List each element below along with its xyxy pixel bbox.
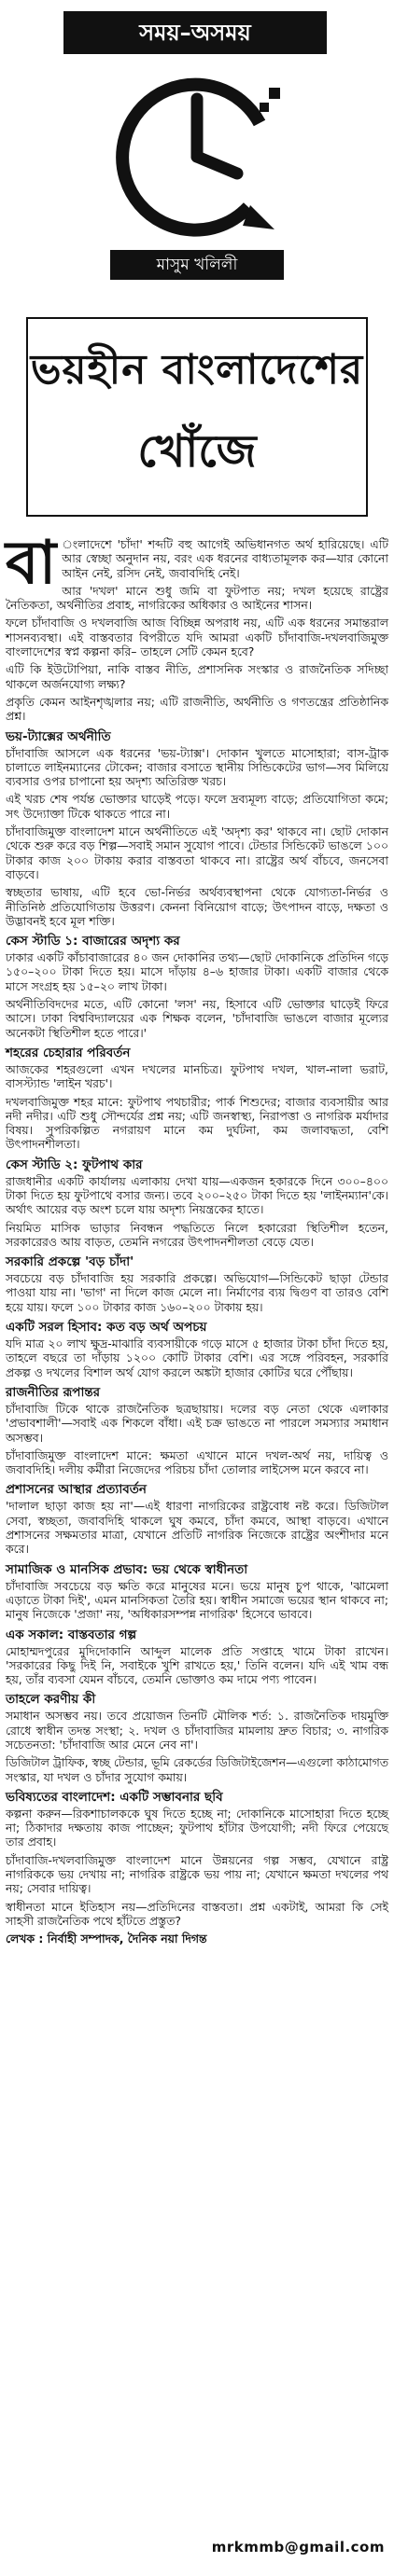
section-heading: এক সকাল: বাস্তবতার গল্প [6,1627,137,1642]
section-paragraph: 'দালাল ছাড়া কাজ হয় না'—এই ধারণা নাগরিকের রাষ্ট্রবোধ নষ্ট করে। ডিজিটাল সেবা, স্বচ্ছতা, জবাবদিহি থাকলে ঘুষ কমবে, চাঁদা কমবে, আস্থা বাড়বে। এখানে প্রশাসনের সক্ষমতার মাত্রা, যেখানে প্রতিটি নাগরিক নিজেকে রাষ্ট্রের অংশীদার মনে করে। [6,1499,388,1557]
footer-email[interactable]: mrkmmb@gmail.com [211,2539,385,2555]
section-paragraph: চাঁদাবাজি সবচেয়ে বড় ক্ষতি করে মানুষের মনে। ভয়ে মানুষ চুপ থাকে, 'ঝামেলা এড়াতে টাকা দিই', এমন মানসিকতা তৈরি হয়। স্বাধীন সমাজে ভয়ের স্থান থাকবে না; মানুষ নিজেকে 'প্রজা' নয়, 'অধিকারসম্পন্ন নাগরিক' হিসেবে ভাববে। [6,1578,388,1622]
intro-paragraph: বা ংলাদেশে 'চাঁদা' শব্দটি বহু আগেই অভিধানগত অর্থ হারিয়েছে। এটি আর স্বেচ্ছা অনুদান নয়, বরং এক ধরনের বাধ্যতামূলক কর—যার কোনো আইন নেই, রসিদ নেই, জবাবদিহি নেই। [6,529,388,598]
author-name: মাসুম খলিলী [156,256,238,274]
section-paragraph: ঢাকার একটি কাঁচাবাজারের ৪০ জন দোকানির তথ্য—ছোট দোকানিকে প্রতিদিন গড়ে ১৫০–২০০ টাকা দিতে হয়। মাসে দাঁড়ায় ৪–৬ হাজার টাকা। একটি বাজার থেকে মাসে সংগ্রহ হয় ১৫–২০ লাখ টাকা। [6,950,388,993]
column-title: সময়–অসময় [139,20,251,46]
headline-box [26,317,368,517]
intro-paragraph: প্রকৃতি কেমন আইনশৃঙ্খলার নয়; এটি রাজনীতি, অর্থনীতি ও গণতন্ত্রের প্রতিষ্ঠানিক প্রশ্ন। [6,694,388,724]
drop-cap: বা [6,529,57,598]
section-paragraph: আজকের শহরগুলো এখন দখলের মানচিত্র। ফুটপাথ দখল, খাল-নালা ভরাট, বাসস্ট্যান্ড 'লাইন খরচ'। [6,1061,388,1091]
intro-paragraph: এটি কি ইউটোপিয়া, নাকি বাস্তব নীতি, প্রশাসনিক সংস্কার ও রাজনৈতিক সদিচ্ছা থাকলে অর্জনযোগ্য লক্ষ্য? [6,662,388,691]
column-title-banner [63,11,327,54]
section-heading: প্রশাসনের আস্থার প্রত্যাবর্তন [6,1482,147,1498]
section-paragraph: রাজধানীর একটি কার্যালয় এলাকায় দেখা যায়—একজন হকারকে দিনে ৩০০–৪০০ টাকা দিতে হয় ফুটপাথে বসার জন্য। তবে ২০০–২৫০ টাকা দিতে হয় 'লাইনম্যান'কে। অর্থাৎ আয়ের বড় অংশ চলে যায় অদৃশ্য নিয়ন্ত্রকের হাতে। [6,1173,388,1217]
intro-paragraph: আর 'দখল' মানে শুধু জমি বা ফুটপাত নয়; দখল হয়েছে রাষ্ট্রের নৈতিকতা, অর্থনীতির প্রবাহ, নাগরিকের অধিকার ও আইনের শাসন। [6,583,388,613]
section-heading: শহরের চেহারার পরিবর্তন [6,1045,131,1060]
section-heading: ভয়-ট্যাক্সের অর্থনীতি [6,728,111,744]
section-heading: সামাজিক ও মানসিক প্রভাব: ভয় থেকে স্বাধীনতা [6,1561,248,1577]
headline-line-2: খোঁজে [137,425,257,478]
article-body [6,529,388,1950]
section-heading: রাজনীতির রূপান্তর [6,1384,101,1400]
clock-icon [110,65,284,239]
section-paragraph: স্বাধীনতা মানে ইতিহাস নয়—প্রতিদিনের বাস্তবতা। প্রশ্ন একটাই, আমরা কি সেই সাহসী রাজনৈতিক পথে হাঁটতে প্রস্তুত? [6,1899,388,1928]
section-paragraph: সবচেয়ে বড় চাঁদাবাজি হয় সরকারি প্রকল্পে। অভিযোগ—সিন্ডিকেট ছাড়া টেন্ডার পাওয়া যায় না। 'ভাগ' না দিলে কাজ মেলে না। নির্মাণের ব্যয় দ্বিগুণ বা তারও বেশি হয়ে যায়। ফলে ১০০ টাকার কাজ ১৬০–২০০ টাকায় হয়। [6,1271,388,1314]
section-paragraph: চাঁদাবাজি-দখলবাজিমুক্ত বাংলাদেশ মানে উন্নয়নের গল্প সম্ভব, যেখানে রাষ্ট্র নাগরিককে ভয় দেখায় না; নাগরিক রাষ্ট্রকে ভয় পায় না; যেখানে ক্ষমতা দখলের পথ নয়; সেবার দায়িত্ব। [6,1852,388,1896]
section-heading: তাহলে করণীয় কী [6,1692,96,1708]
section-paragraph: যদি মাত্র ২০ লাখ ক্ষুদ্র-মাঝারি ব্যবসায়ীকে গড়ে মাসে ৫ হাজার টাকা চাঁদা দিতে হয়, তাহলে বছরে তা দাঁড়ায় ১২০০ কোটি টাকার বেশি। এর সঙ্গে পরিবহন, সরকারি প্রকল্প ও দখলের বিশাল অর্থ যোগ করলে অঙ্কটা হাজার কোটির ঘরে পৌঁছায়। [6,1336,388,1379]
headline-line-1: ভয়হীন বাংলাদেশের [30,346,364,394]
author-banner [110,250,284,280]
section-paragraph: অর্থনীতিবিদদের মতে, এটি কোনো 'লস' নয়, হিসাবে এটি ভোক্তার ঘাড়েই ফিরে আসে। ঢাকা বিশ্ববিদ্যালয়ের এক শিক্ষক বলেন, 'চাঁদাবাজি ভাঙলে বাজার মূল্যের অনেকটা স্থিতিশীল হতে পারে।' [6,997,388,1040]
section-paragraph: স্বচ্ছতার ভাষায়, এটি হবে ভো-নির্ভর অর্থব্যবস্থাপনা থেকে যোগ্যতা-নির্ভর ও নীতিনিষ্ঠ প্রতিযোগিতায় উত্তরণ। কেননা বিনিয়োগ বাড়ে; উৎপাদন বাড়ে, দক্ষতা ও উদ্ভাবনই হবে মূল শক্তি। [6,885,388,928]
section-paragraph: কল্পনা করুন—রিকশাচালককে ঘুষ দিতে হচ্ছে না; দোকানিকে মাসোহারা দিতে হচ্ছে না; ঠিকাদার দক্ষতায় কাজ পাচ্ছেন; ফুটপাথ হাঁটার উপযোগী; নদী ফিরে পেয়েছে তার প্রবাহ। [6,1806,388,1849]
section-paragraph: দখলবাজিমুক্ত শহর মানে: ফুটপাথ পথচারীর; পার্ক শিশুদের; বাজার ব্যবসায়ীর আর নদী নদীর। এটি শুধু সৌন্দর্যের প্রশ্ন নয়; এটি জনস্বাস্থ্য, নিরাপত্তা ও নাগরিক মর্যাদার বিষয়। সুপরিকল্পিত নগরায়ণ মানে কম দুর্ঘটনা, কম জলাবদ্ধতা, বেশি উৎপাদনশীলতা। [6,1094,388,1152]
section-heading: কেস স্টাডি ১: বাজারের অদৃশ্য কর [6,934,180,949]
section-paragraph: সমাধান অসম্ভব নয়। তবে প্রয়োজন তিনটি মৌলিক শর্ত: ১. রাজনৈতিক দায়মুক্তি রোধে স্বাধীন তদন্ত সংস্থা; ২. দখল ও চাঁদাবাজির মামলায় দ্রুত বিচার; ৩. নাগরিক সচেতনতা: 'চাঁদাবাজি আর মেনে নেব না'। [6,1709,388,1752]
section-paragraph: চাঁদাবাজিমুক্ত বাংলাদেশ মানে: ক্ষমতা এখানে মানে দখল-অর্থ নয়, দায়িত্ব ও জবাবদিহি। দলীয় কর্মীরা নিজেদের পরিচয় চাঁদা তোলার লাইসেন্স মনে করবে না। [6,1447,388,1477]
section-heading: ভবিষ্যতের বাংলাদেশ: একটি সম্ভাবনার ছবি [6,1789,223,1805]
section-paragraph: এই খরচ শেষ পর্যন্ত ভোক্তার ঘাড়েই পড়ে। ফলে দ্রব্যমূল্য বাড়ে; প্রতিযোগিতা কমে; সৎ উদ্যোক্তা টিকে থাকতে পারে না। [6,792,388,821]
author-byline: লেখক : নির্বাহী সম্পাদক, দৈনিক নয়া দিগন্ত [6,1932,207,1946]
section-heading: সরকারি প্রকল্পে 'বড় চাঁদা' [6,1254,134,1270]
section-paragraph: চাঁদাবাজি আসলে এক ধরনের 'ভয়-ট্যাক্স'। দোকান খুলতে মাসোহারা; বাস-ট্রাক চালাতে লাইনম্যানের টোকেন; বাজার বসাতে স্থানীয় সিন্ডিকেটের ভাগ—সব মিলিয়ে ব্যবসার ওপর চাপানো হয় অদৃশ্য অতিরিক্ত খরচ। [6,745,388,789]
intro-paragraph: ফলে চাঁদাবাজি ও দখলবাজি আজ বিচ্ছিন্ন অপরাধ নয়, এটি এক ধরনের সমান্তরাল শাসনব্যবস্থা। এই বাস্তবতার বিপরীতে যদি আমরা একটি চাঁদাবাজি-দখলবাজিমুক্ত বাংলাদেশের স্বপ্ন কল্পনা করি– তাহলে সেটি কেমন হবে? [6,616,388,659]
section-paragraph: চাঁদাবাজি টিকে থাকে রাজনৈতিক ছত্রছায়ায়। দলের বড় নেতা থেকে এলাকার 'প্রভাবশালী'—সবাই এক শিকলে বাঁধা। এই চক্র ভাঙতে না পারলে সমস্যার সমাধান অসম্ভব। [6,1401,388,1445]
section-heading: একটি সরল হিসাব: কত বড় অর্থ অপচয় [6,1320,207,1336]
section-paragraph: মোহাম্মদপুরের মুদিদোকানি আব্দুল মালেক প্রতি সপ্তাহে খামে টাকা রাখেন। 'সরকারের কিছু দিই নি, সবাইকে খুশি রাখতে হয়,' তিনি বলেন। যদি এই খাম বন্ধ হয়, তাঁর ব্যবসা যেমন বাঁচবে, তেমনি ভোক্তাও কম দামে পণ্য পাবেন। [6,1643,388,1687]
section-paragraph: নিয়মিত মাসিক ভাড়ার নিবন্ধন পদ্ধতিতে নিলে হকারেরা স্থিতিশীল হতেন, সরকারেরও আয় বাড়ত, তেমনি নগরের উৎপাদনশীলতা বেড়ে যেত। [6,1220,388,1249]
section-paragraph: ডিজিটাল ট্রাফিক, স্বচ্ছ টেন্ডার, ভূমি রেকর্ডের ডিজিটাইজেশন—এগুলো কাঠামোগত সংস্কার, যা দখল ও চাঁদার সুযোগ কমায়। [6,1755,388,1784]
section-heading: কেস স্টাডি ২: ফুটপাথ কার [6,1156,143,1172]
section-paragraph: চাঁদাবাজিমুক্ত বাংলাদেশ মানে অর্থনীতিতে এই 'অদৃশ্য কর' থাকবে না। ছোট দোকান থেকে শুরু করে বড় শিল্প—সবাই সমান সুযোগ পাবে। টেন্ডার সিন্ডিকেট ভাঙলে ১০০ টাকার কাজ ২০০ টাকায় করার বাস্তবতা থাকবে না। রাষ্ট্রের অর্থ বাঁচবে, জনসেবা বাড়বে। [6,824,388,881]
